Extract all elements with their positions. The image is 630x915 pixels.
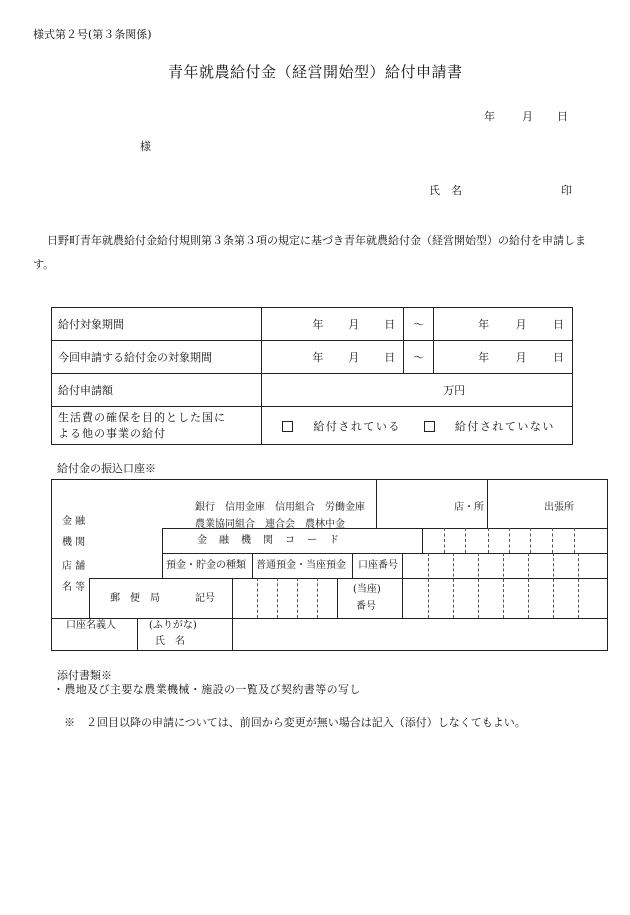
range-tilde: ～ [404, 341, 434, 374]
day-label: 日 [553, 351, 564, 364]
day-label: 日 [384, 351, 396, 364]
day-label: 日 [384, 318, 396, 331]
year-label: 年 [478, 351, 490, 364]
date-year-label: 年 [484, 110, 495, 123]
row-label-line: よる他の事業の給付 [58, 426, 166, 440]
row-label: 今回申請する給付金の対象期間 [52, 341, 262, 374]
seal-mark: 印 [561, 184, 572, 197]
received-option-label: 給付されている [313, 419, 401, 433]
account-holder-label: 口座名義人 [66, 620, 116, 631]
institution-types-line1: 銀行 信用金庫 信用組合 労働金庫 [195, 502, 365, 513]
year-label: 年 [478, 318, 490, 331]
month-label: 月 [348, 351, 360, 364]
institution-code-label: 金 融 機 関 コ ー ド [197, 535, 340, 546]
account-number-label: 口座番号 [358, 560, 398, 571]
row-label-line: 生活費の確保を目的とした国に [58, 410, 226, 424]
table-row [52, 341, 573, 374]
not-received-option-label: 給付されていない [454, 419, 555, 433]
branch-office-label: 出張所 [544, 502, 574, 513]
attachments-heading: 添付書類※ [57, 669, 112, 682]
page-title: 青年就農給付金（経営開始型）給付申請書 [168, 63, 463, 81]
received-checkbox[interactable] [282, 421, 293, 432]
table-row [52, 374, 573, 407]
current-account-number-label: 番号 [356, 601, 376, 612]
left-label: 名 等 [62, 582, 86, 593]
bank-section-heading: 給付金の振込口座※ [57, 462, 156, 475]
postal-office-label: 郵 便 局 [110, 593, 160, 604]
month-label: 月 [348, 318, 360, 331]
row-label: 給付対象期間 [52, 308, 262, 341]
table-row [52, 407, 573, 445]
month-label: 月 [515, 351, 527, 364]
date-month-label: 月 [522, 110, 533, 123]
institution-types-line2: 農業協同組合 連合会 農林中金 [195, 519, 345, 530]
application-statement: 日野町青年就農給付金給付規則第３条第３項の規定に基づき青年就農給付金（経営開始型）の給付を申請します。 [33, 234, 586, 271]
day-label: 日 [553, 318, 564, 331]
form-number: 様式第２号(第３条関係) [33, 28, 152, 41]
deposit-type-value: 普通預金・当座預金 [256, 560, 346, 571]
deposit-type-label: 預金・貯金の種類 [166, 560, 246, 571]
attachment-item: ・農地及び主要な農業機械・施設の一覧及び契約書等の写し [53, 683, 361, 696]
branch-label: 店・所 [454, 502, 484, 513]
row-label: 給付申請額 [52, 374, 262, 407]
left-label: 店 舗 [62, 561, 86, 572]
month-label: 月 [515, 318, 527, 331]
left-label: 金 融 [62, 516, 86, 527]
year-label: 年 [312, 351, 324, 364]
summary-table [51, 307, 573, 445]
bank-account-table [51, 479, 608, 651]
range-tilde: ～ [404, 308, 434, 341]
addressee-suffix: 様 [140, 140, 151, 153]
left-label: 機 関 [62, 537, 86, 548]
table-row [52, 308, 573, 341]
year-label: 年 [312, 318, 324, 331]
applicant-name-label: 氏 名 [429, 184, 462, 197]
holder-name-label: 氏 名 [155, 636, 185, 647]
attachments-note: ※ ２回目以降の申請については、前回から変更が無い場合は記入（添付）しなくてもよい。 [64, 716, 526, 729]
furigana-label: (ふりがな) [149, 620, 197, 631]
not-received-checkbox[interactable] [424, 421, 435, 432]
symbol-label: 記号 [195, 593, 215, 604]
amount-unit: 万円 [262, 374, 573, 407]
date-day-label: 日 [557, 110, 568, 123]
current-account-label: (当座) [353, 584, 381, 595]
